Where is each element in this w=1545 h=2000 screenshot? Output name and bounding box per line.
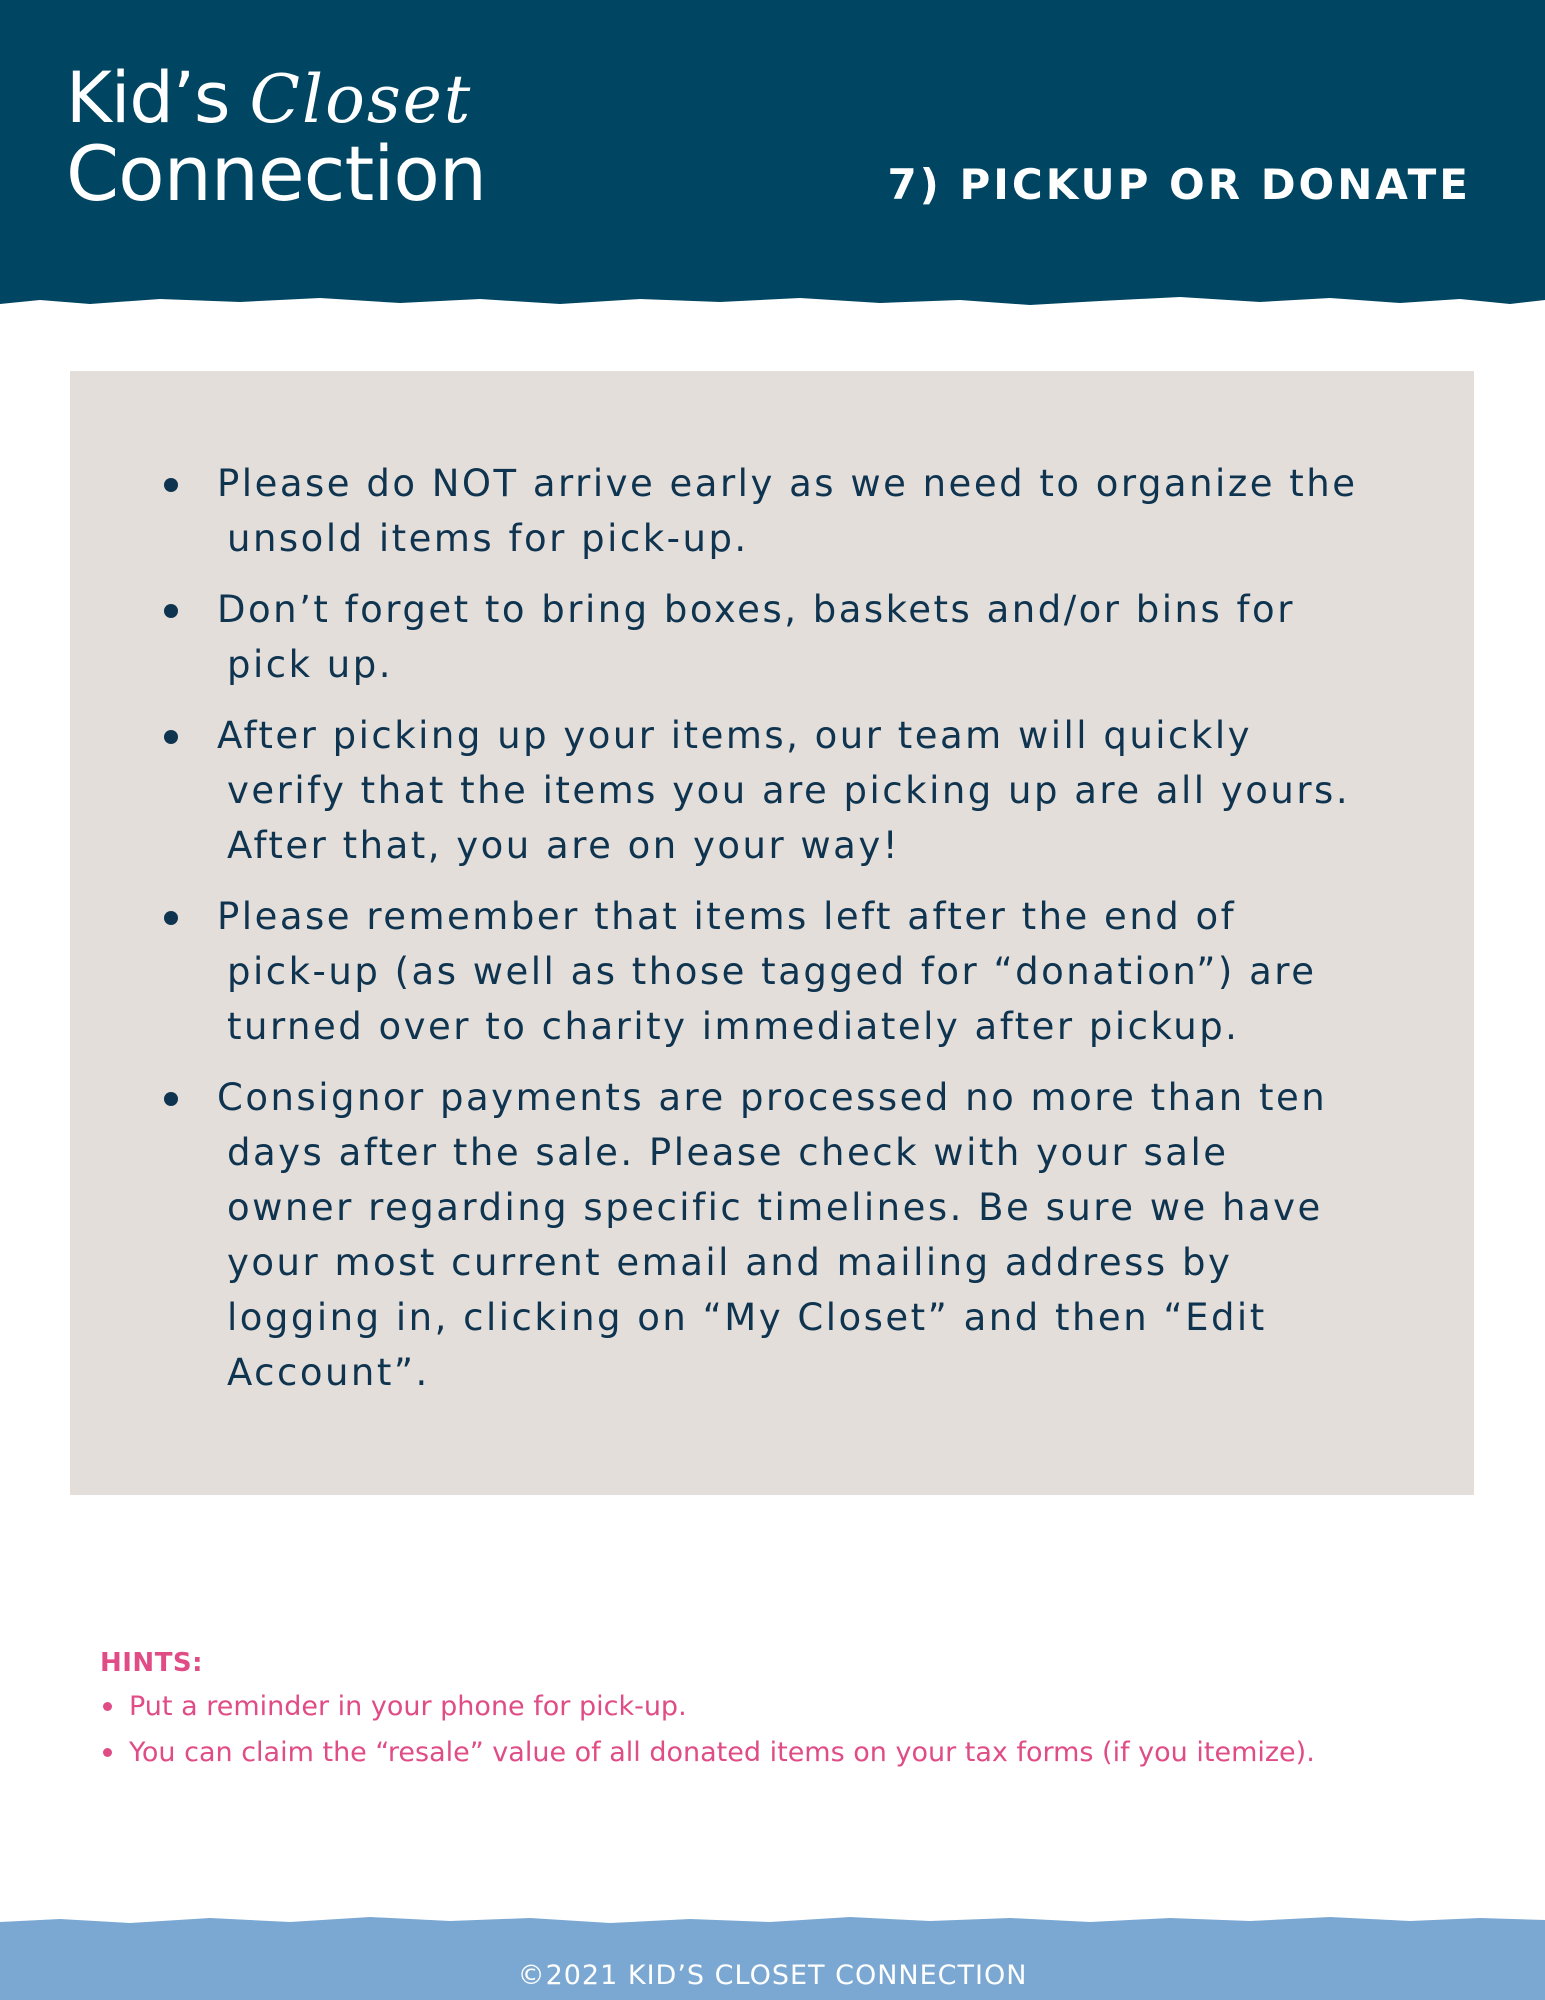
bullet-icon [103,1748,112,1757]
hint-text: Put a reminder in your phone for pick-up. [129,1691,687,1722]
instructions-panel [70,371,1474,1495]
logo-word-closet: Closet [249,61,473,138]
logo-word-kids: Kid’s [66,57,230,139]
logo-word-connection: Connection [66,129,487,218]
bullet-icon [164,730,178,744]
brand-logo [66,58,486,216]
instructions-list [70,456,1474,1416]
list-item [70,889,1474,1054]
hint-item [100,1736,1315,1782]
list-item [70,708,1474,873]
hints-section [100,1646,1315,1782]
hints-list [100,1690,1315,1782]
page-footer [0,1900,1545,2000]
bullet-icon [164,911,178,925]
list-item-text: Consignor payments are processed no more than ten days after the sale. Please check with your sale owner regarding specific timelines. Be sure we have your most current email and mailing address by logging in, clicking on “My Closet” and then “Edit Account”. [217,1076,1328,1394]
list-item [70,1070,1474,1400]
hints-title: HINTS: [100,1648,204,1678]
hint-text: You can claim the “resale” value of all donated items on your tax forms (if you itemize). [129,1737,1315,1768]
bullet-icon [103,1702,112,1711]
copyright-text: ©2021 KID’S CLOSET CONNECTION [517,1960,1028,1991]
hint-item [100,1690,1315,1736]
bullet-icon [164,478,178,492]
list-item [70,582,1474,692]
list-item-text: Please do NOT arrive early as we need to organize the unsold items for pick-up. [217,462,1358,560]
list-item-text: Please remember that items left after the end of pick-up (as well as those tagged for “donation”) are turned over to charity immediately after pickup. [217,895,1317,1048]
list-item-text: Don’t forget to bring boxes, baskets and/or bins for pick up. [217,588,1295,686]
section-title: 7) PICKUP OR DONATE [887,160,1471,209]
list-item [70,456,1474,566]
bullet-icon [164,604,178,618]
page-header [0,0,1545,310]
bullet-icon [164,1092,178,1106]
list-item-text: After picking up your items, our team will quickly verify that the items you are picking up are all yours. After that, you are on your way! [217,714,1351,867]
